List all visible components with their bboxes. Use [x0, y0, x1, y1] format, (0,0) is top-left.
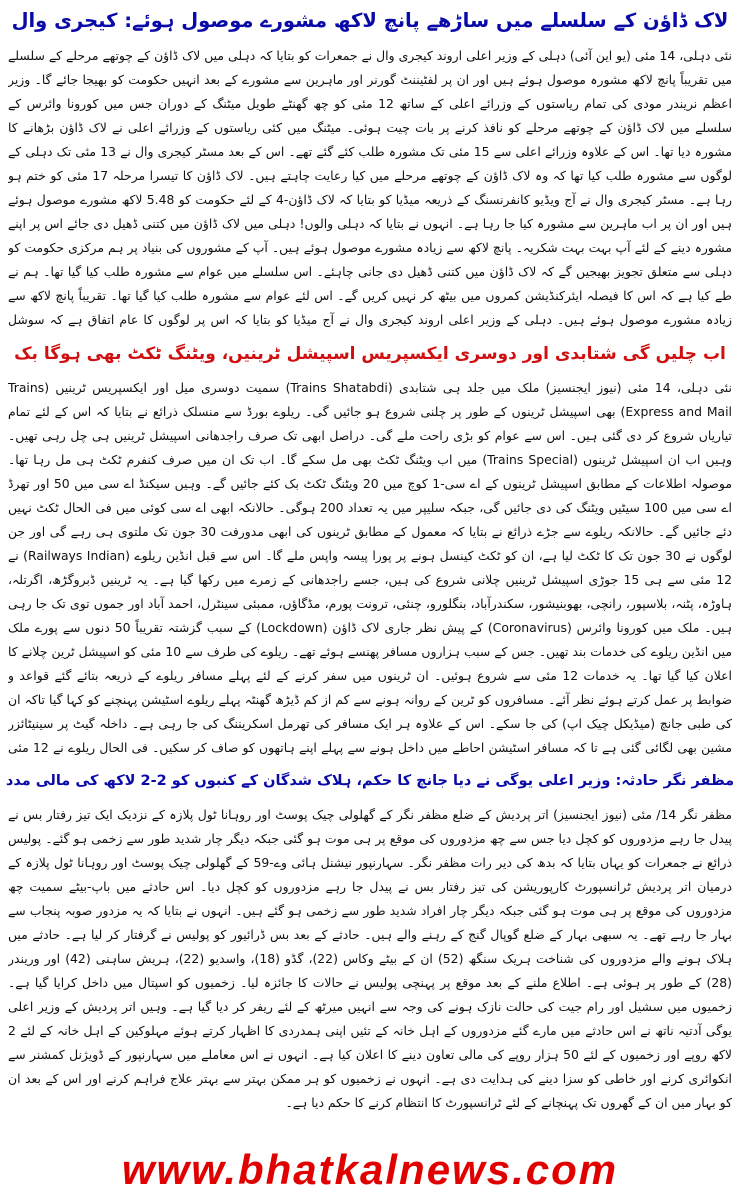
- website-watermark: www.bhatkalnews.com: [121, 1146, 619, 1193]
- article-muzaffarnagar-accident-body: مظفر نگر 14/ مئی (نیوز ایجنسیز) اتر پردیش کے ضلع مظفر نگر کے گھلولی چیک پوسٹ اور روہانا ٹول پلازہ کے نزدیک ایک تیز رفتار بس نے پیدل جا رہے مزدوروں کو کچل دیا جس سے چھ مزدوروں کی موقع پر ہی موت ہو گئی جبکہ دیگر چار شدید طور سے زخمی ہو گئے۔ پولیس ذرائع نے جمعرات کو یہاں بتایا کہ بدھ کی دیر رات مظفر نگر۔ سہارنپور نیشنل ہائی وے-59 کے گھلولی چیک پوسٹ اور روہانا ٹول پلازہ کے درمیان اتر پردیش ٹرانسپورٹ کارپوریشن کی تیز رفتار بس نے پیدل جا رہے مزدوروں کو کچل دیا۔ اس حادثے میں باپ-بیٹے سمیت چھ مزدوروں کی موقع پر ہی موت ہو گئی جبکہ دیگر چار افراد شدید طور سے زخمی ہو گئے ہیں۔ انہوں نے بتایا کہ یہ مزدور صوبہ پنجاب سے بہار جا رہے تھے۔ یہ سبھی بہار کے ضلع گوپال گنج کے رہنے والے ہیں۔ حادثے کے بعد بس ڈرائیور کو پولیس نے گرفتار کر لیا ہے۔ حادثے میں ہلاک ہونے والے مزدوروں کی شناخت ہریک سنگھ (52) ان کے بیٹے وکاس (22)، گڈو (18)، واسدیو (22)، ہریش ساہنی (42) اور وریندر (28) کے طور پر ہوئی ہے۔ اطلاع ملنے کے بعد موقع پر پہنچی پولیس نے حالات کا جائزہ لیا۔ زخمیوں کو اسپتال میں داخل کرایا گیا ہے۔ زخمیوں میں سشیل اور رام جیت کی حالت نازک ہونے کی وجہ سے انہیں میرٹھ کے لئے ریفر کر دیا گیا ہے۔ وہیں اتر پردیش کے وزیر اعلی یوگی آدتیہ ناتھ نے اس حادثے میں مارے گئے مزدوروں کے اہل خانہ کے تئیں اپنی ہمدردی کا اظہار کرتے ہوئے مہلوکین کے اہل خانہ کے لئے 2 لاکھ روپے اور زخمیوں کے لئے 50 ہزار روپے کی مالی تعاون دینے کا اعلان کیا ہے۔ انہوں نے اس معاملے میں سہارنپور کے ڈویژنل کمشنر سے انکوائری کرنے اور خاطی کو سزا دینے کی ہدایت دی ہے۔ انہوں نے زخمیوں کو ہر ممکن بہتر سے بہتر علاج فراہم کرنے اور اس کے بعد ان کو بہار میں ان کے گھروں تک پہنچانے کے لئے ٹرانسپورٹ کا انتظام کرنے کا حکم دیا ہے۔: [8, 807, 732, 1110]
- headline-muzaffarnagar-accident: مظفر نگر حادثہ: وزیر اعلی یوگی نے دیا جانچ کا حکم، ہلاک شدگان کے کنبوں کو 2-2 لاکھ کی مالی مدد: [5, 773, 735, 789]
- article-special-trains-body: نئی دہلی، 14 مئی (نیوز ایجنسیز) ملک میں جلد ہی شتابدی (Trains Shatabdi) سمیت دوسری میل اور ایکسپریس ٹرینیں (Trains Express and Mail) بھی اسپیشل ٹرینوں کے طور پر چلنی شروع ہو جائیں گی۔ ریلوے بورڈ سے منسلک ذرائع نے بتایا کہ اس کے لئے تمام تیاریاں شروع کر دی گئی ہیں۔ اس سے عوام کو بڑی راحت ملے گی۔ دراصل ابھی تک صرف راجدھانی اسپیشل ٹرینیں ہی چل رہی تھیں۔ وہیں اب ان اسپیشل ٹرینوں (Trains Special) میں اب ویٹنگ ٹکٹ بھی مل سکے گا۔ اب تک ان میں صرف کنفرم ٹکٹ ہی مل رہا تھا۔ موصولہ اطلاعات کے مطابق اسپیشل ٹرینوں کے اے سی-1 کوچ میں 20 ویٹنگ ٹکٹ بک کئے جائیں گے۔ وہیں سیکنڈ اے سی میں 50 اور تھرڈ اے سی میں 100 سیٹیں ویٹنگ کی دی جائیں گی، جبکہ سلیپر میں یہ تعداد 200 ہوگی۔ حالانکہ ابھی اے سی کوئی میں فی الحال ٹکٹ نہیں دئے جائیں گے۔ حالانکہ ریلوے سے جڑے ذرائع نے بتایا کہ معمول کے مطابق ٹرینوں کی ابھی مدورفت 30 جون تک ملتوی ہی رہے گی اور جن لوگوں نے 30 جون تک کا ٹکٹ لیا ہے، ان کو ٹکٹ کینسل ہونے پر پورا پیسہ واپس ملے گا۔ اس سے قبل انڈین ریلوے (Railways Indian) نے 12 مئی سے ہی 15 جوڑی اسپیشل ٹرینیں چلانی شروع کی ہیں، جسے راجدھانی کے زمرے میں رکھا گیا ہے۔ یہ ٹرینیں ڈبروگڑھ، اگرتلہ، ہاوڑہ، پٹنہ، بلاسپور، رانچی، بھوبنیشور، سکندرآباد، بنگلورو، چنئی، ترونت پورم، مڈگاؤں، ممبئی سینٹرل، احمد آباد اور جموں توی تک جا رہی ہیں۔ ملک میں کورونا وائرس (Coronavirus) کے پیش نظر جاری لاک ڈاؤن (Lockdown) کے سبب گزشتہ تقریباً 50 دنوں سے پورے ملک میں انڈین ریلوے کی خدمات بند تھیں۔ جس کے سبب ہزاروں مسافر پھنسے ہوئے تھے۔ ریلوے کی طرف سے 10 مئی کو اسپیشل ٹرین چلانے کا اعلان کیا گیا تھا۔ یہ خدمات 12 مئی سے شروع ہوئیں۔ ان ٹرینوں میں سفر کرنے کے لئے پہلے مسافر ریلوے کے ذریعہ بتائے گئے قواعد و ضوابط پر عمل کرتے ہوئے نظر آئے۔ مسافروں کو ٹرین کے روانہ ہونے سے کم از کم ڈیڑھ گھنٹہ پہلے ریلوے اسٹیشن پہنچنے کو کہا گیا تاکہ ان کی طبی جانچ (میڈیکل چیک اپ) کی جا سکے۔ اس کے علاوہ ہر ایک مسافر کی تھرمل اسکریننگ کی جا رہی ہے۔ داخلہ گیٹ پر سینیٹائزر مشین بھی لگائی گئی ہے تا کہ مسافر اسٹیشن احاطے میں داخل ہونے سے پہلے اپنے ہاتھوں کو صاف کر سکیں۔ فی الحال ریلوے نے 12 مئی: [8, 380, 732, 755]
- headline-special-trains: اب چلیں گی شتابدی اور دوسری ایکسپریس اسپیشل ٹرینیں، ویٹنگ ٹکٹ بھی ہوگا بک: [14, 344, 726, 364]
- article-lockdown-suggestions-body: نئی دہلی، 14 مئی (یو این آئی) دہلی کے وزیر اعلی اروند کیجری وال نے جمعرات کو بتایا کہ دہلی میں لاک ڈاؤن کے چوتھے مرحلے کے سلسلے میں تقریباً پانچ لاکھ مشورہ موصول ہوئے ہیں اور ان پر لفٹیننٹ گورنر اور ماہرین سے مشورے کے بعد انہیں حکومت کو بھیجا جائے گا۔ وزیر اعظم نریندر مودی کی تمام ریاستوں کے وزرائے اعلی کے ساتھ 12 مئی کو چھ گھنٹے طویل میٹنگ کے دوران جس میں کورونا وائرس کے سلسلے میں لاک ڈاؤن کے چوتھے مرحلے کو نافذ کرنے پر بات چیت ہوئی۔ میٹنگ میں کئی ریاستوں کے وزرائے اعلی نے لاک ڈاؤن بڑھانے کا مشورہ دیا تھا۔ اس کے علاوہ وزرائے اعلی سے 15 مئی تک مشورہ طلب کئے گئے تھے۔ اس کے بعد مسٹر کیجری وال نے 13 مئی تک دہلی کے لوگوں سے مشورہ طلب کیا تھا کہ وہ لاک ڈاؤن کے چوتھے مرحلے میں کیا رعایت چاہتے ہیں۔ لاک ڈاؤن کا تیسرا مرحلہ 17 مئی کو ختم ہو رہا ہے۔ مسٹر کیجری وال نے آج ویڈیو کانفرنسنگ کے ذریعہ میڈیا کو بتایا کہ لاک ڈاؤن-4 کے لئے حکومت کو 5.48 لاکھ مشورے موصول ہوئے ہیں اور ان پر اب ماہرین سے مشورہ کیا جا رہا ہے۔ انہوں نے بتایا کہ دہلی والوں! دہلی میں لاک ڈاؤن میں کتنی ڈھیل دی جائے اس پر اپنے مشورہ دینے کے لئے آپ بہت بہت شکریہ۔ پانچ لاکھ سے زیادہ مشورے موصول ہوئے ہیں۔ آپ کے مشوروں کی بنیاد پر ہم مرکزی حکومت کو دہلی سے متعلق تجویز بھیجیں گے کہ لاک ڈاؤن میں کتنی ڈھیل دی جانی چاہئے۔ اس سلسلے میں عوام سے مشورہ طلب کیا گیا تھا۔ ہم نے طے کیا ہے کہ اس کا فیصلہ ایئرکنڈیشن کمروں میں بیٹھ کر نہیں کریں گے۔ اس لئے عوام سے مشورہ طلب کیا گیا تھا۔ تقریباً پانچ لاکھ سے زیادہ مشورے موصول ہوئے ہیں۔ دہلی کے وزیر اعلی اروند کیجری وال نے آج میڈیا کو بتایا کہ اس پر لوگوں کا عام اتفاق ہے کہ سوشل: [8, 48, 732, 327]
- headline-lockdown-suggestions: لاک ڈاؤن کے سلسلے میں ساڑھے پانچ لاکھ مشورے موصول ہوئے: کیجری وال: [11, 9, 729, 32]
